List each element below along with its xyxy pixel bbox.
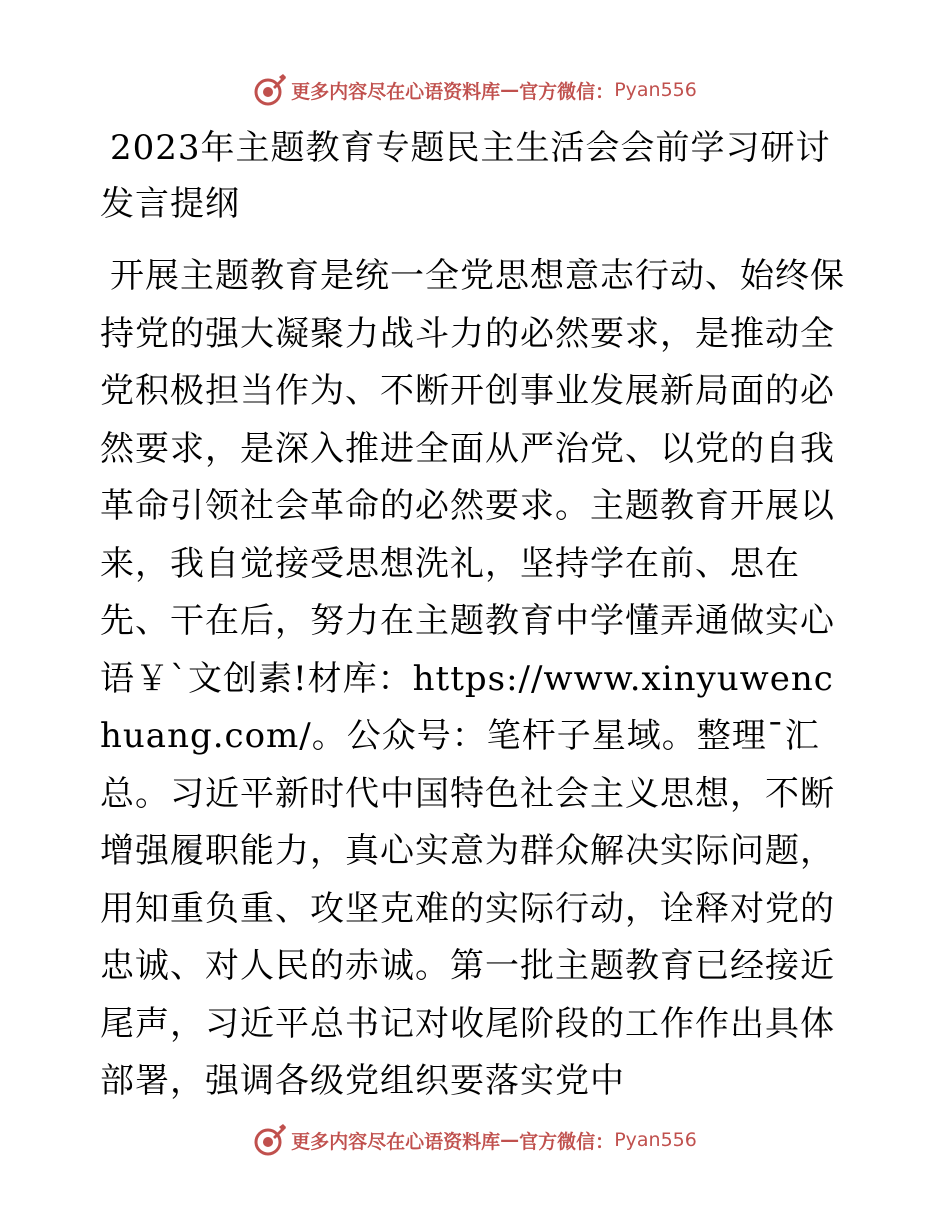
- document-paragraph: 开展主题教育是统一全党思想意志行动、始终保持党的强大凝聚力战斗力的必然要求，是推动全党积极担当作为、不断开创事业发展新局面的必然要求，是深入推进全面从严治党、以党的自我革命引领社会革命的必然要求。主题教育开展以来，我自觉接受思想洗礼，坚持学在前、思在先、干在后，努力在主题教育中学懂弄通做实心语￥`文创素!材库：https://www.xinyuwenchuang.com/。公众号：笔杆子星域。整理¯汇总。习近平新时代中国特色社会主义思想，不断增强履职能力，真心实意为群众解决实际问题，用知重负重、攻坚克难的实际行动，诠释对党的忠诚、对人民的赤诚。第一批主题教育已经接近尾声，习近平总书记对收尾阶段的工作作出具体部署，强调各级党组织要落实党中: [100, 256, 845, 1101]
- pen-logo-icon: [253, 1123, 287, 1157]
- header-site-text: 更多内容尽在心语资料库: [291, 80, 501, 103]
- header-banner: [0, 70, 950, 110]
- document-title: 2023年主题教育专题民主生活会会前学习研讨发言提纲: [100, 128, 831, 224]
- header-wechat-id: Pyan556: [614, 79, 697, 101]
- header-dash: —: [500, 79, 520, 101]
- header-wechat-label: 官方微信：: [519, 80, 615, 103]
- footer-banner: [0, 1120, 950, 1160]
- footer-dash: —: [500, 1129, 520, 1151]
- footer-site-text: 更多内容尽在心语资料库: [291, 1130, 501, 1153]
- pen-logo-icon: [253, 73, 287, 107]
- footer-wechat-label: 官方微信：: [519, 1130, 615, 1153]
- footer-wechat-id: Pyan556: [614, 1129, 697, 1151]
